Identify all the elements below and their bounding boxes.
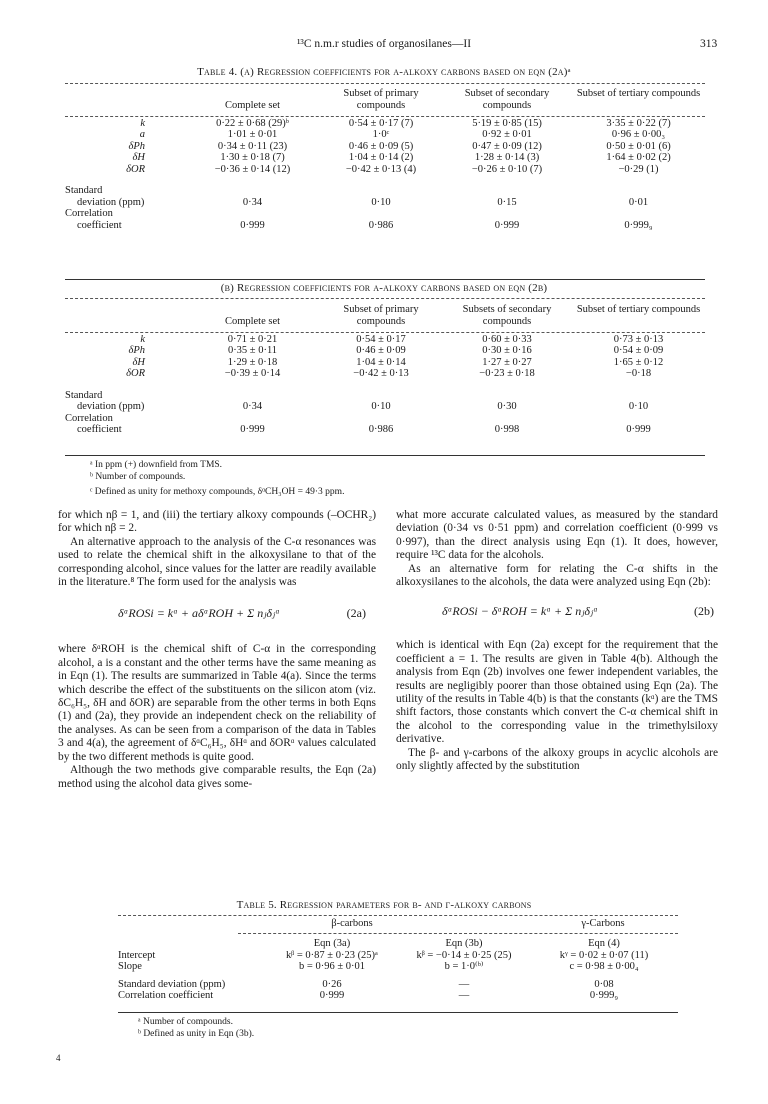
table4b-stat-cell: 0·999 [240, 424, 265, 435]
table4a-stat-row [65, 208, 705, 220]
running-title: ¹³C n.m.r studies of organosilanes—II [296, 38, 472, 50]
right-paragraph-3: which is identical with Eqn (2a) except for the requirement that the coefficient a = 1. The results are given in Table 4(b). Although the analysis from Eqn (2b) involves one fewer independent variables, the results are negligibly poorer than those obtained using Eqn (2a). The utility of the results in Table 4(b) is that the constants (kᵅ) are the TMS shift factors, those constants which convert the C-α chemical shift in the alcohol to the corresponding value in the trimethylsiloxy derivative. [396, 639, 718, 746]
table4b-stat-values [65, 401, 705, 413]
table4a-stat-sublabel: coefficient [77, 219, 122, 231]
table5-row-label: Slope [118, 961, 142, 972]
table4b-cell: 0·60 ± 0·33 [482, 333, 532, 345]
table4a-stat-row [65, 185, 705, 197]
table4b-col-4: Subset of tertiary compounds [576, 304, 701, 315]
table4a-col-4: Subset of tertiary compounds [576, 88, 701, 99]
page-mark: 4 [56, 1053, 61, 1063]
table4b-header-row [65, 304, 705, 328]
table4a-stat-cell: 0·34 [242, 196, 263, 208]
table4a-stat-label: Standard [65, 185, 103, 196]
table4b-stat-cell: 0·10 [628, 401, 649, 412]
right-column [396, 509, 718, 774]
table4a-stat-cell: 0·15 [497, 196, 517, 208]
table5-row [118, 961, 678, 976]
table4a-row [65, 152, 705, 164]
left-column [58, 509, 376, 791]
table5-footnote-b: ᵇ Defined as unity in Eqn (3b). [138, 1029, 255, 1039]
table5-cell: — [458, 990, 470, 1001]
table5-bottom-rule [118, 1012, 678, 1013]
table4a-cell: 0·96 ± 0·00₃ [611, 129, 666, 140]
table4a-header-row [65, 88, 705, 112]
table4a-cell: −0·42 ± 0·13 (4) [345, 163, 417, 175]
table5-eq-3b: Eqn (3b) [445, 938, 483, 949]
table4a-cell: 1·04 ± 0·14 (2) [348, 152, 414, 163]
table4a-stat-cell: 0·01 [628, 196, 649, 208]
table4b-cell: 0·73 ± 0·13 [613, 333, 664, 345]
table4a-cell: 3·35 ± 0·22 (7) [606, 117, 671, 129]
table5-caption: Table 5. Regression parameters for β- and γ-alkoxy carbons [236, 899, 532, 911]
table4b-row [65, 368, 705, 380]
table4b-stat-cell: 0·34 [242, 401, 263, 412]
table4b-cell: 1·27 ± 0·27 [482, 356, 532, 368]
table4a-row-label: a [139, 129, 145, 140]
table4a-stat-cell: 0·999 [240, 219, 265, 231]
table4b-stat-sublabel: deviation (ppm) [77, 401, 145, 412]
table4b-bottom-rule [65, 455, 705, 456]
table4a-cell: 0·46 ± 0·09 (5) [348, 140, 414, 152]
table4b-col-2: Subset of primary compounds [343, 304, 419, 327]
table4a-cell: −0·36 ± 0·14 (12) [214, 163, 291, 175]
table5-cell: 0·999₉ [589, 990, 619, 1001]
table4b-cell: 0·54 ± 0·17 [356, 333, 406, 345]
left-paragraph-1: for which nβ = 1, and (iii) the tertiary alkoxy compounds (–OCHR₂) for which nβ = 2. [58, 509, 376, 535]
table5-row-label: Correlation coefficient [118, 990, 214, 1001]
left-paragraph-4: Although the two methods give comparable results, the Eqn (2a) method using the alcohol data gives some- [58, 764, 376, 790]
table4a-stat-values [65, 220, 705, 232]
table4b-stat-cell: 0·998 [494, 424, 520, 435]
table4b-cell: 0·46 ± 0·09 [356, 345, 406, 356]
table4b-cell: 0·35 ± 0·11 [227, 345, 278, 356]
equation-2b-block [396, 589, 718, 639]
table4b-cell: 0·71 ± 0·21 [227, 333, 278, 345]
table4a-row-label: k [140, 117, 145, 129]
table4a-col-2: Subset of primary compounds [343, 88, 419, 111]
table4a-col-0 [65, 88, 185, 112]
table4a-stat-values [65, 197, 705, 209]
table4b-row-label: δH [132, 356, 145, 368]
table4a-stat-cell: 0·10 [371, 196, 391, 208]
table4-footnote-b: ᵇ Number of compounds. [90, 472, 186, 482]
table4a-cell: 0·47 ± 0·09 (12) [472, 140, 542, 152]
table5-group-gamma: γ-Carbons [581, 918, 625, 929]
table5-row [118, 976, 678, 991]
table4b-cell: −0·39 ± 0·14 [224, 368, 281, 379]
table5-cell: b = 0·96 ± 0·01 [299, 961, 365, 972]
table4b-row [65, 345, 705, 357]
left-paragraph-3: where δᵅROH is the chemical shift of C-α in the corresponding alcohol, a is a constant and the other terms have the same meaning as in Eqn (1). The results are summarized in Table 4(a). Since the terms which describe the effect of the substituents on the silicon atom (viz. δC₆H₅, δH and δOR) are separable from the other terms in both Eqns (1) and (2a), they provide an independent check on the reliability of the analyses. As can be seen from a comparison of the data in Tables 3 and 4(a), the agreement of δᵅC₆H₅, δHᵅ and δORᵅ values calculated by the two different methods is quite good. [58, 643, 376, 763]
table4b-row-label: k [140, 333, 145, 345]
table4b-stat-cell: 0·999 [626, 424, 651, 435]
table5-cell: b = 1·0⁽ᵇ⁾ [444, 961, 484, 972]
right-paragraph-2: As an alternative form for relating the C-α shifts in the alkoxysilanes to the alcohols, the data were analyzed using Eqn (2b): [396, 562, 718, 589]
table4a-cell: 0·50 ± 0·01 (6) [606, 140, 671, 152]
table5-row [118, 990, 678, 1002]
table4a-cell: 0·54 ± 0·17 (7) [348, 117, 414, 129]
table4-footnote-c: ᶜ Defined as unity for methoxy compounds, δᵅCH₃OH = 49·3 ppm. [90, 487, 345, 497]
table5-cell: kᵝ = −0·14 ± 0·25 (25) [416, 949, 512, 961]
equation-2a-block [58, 589, 376, 643]
table5-cell: 0·26 [322, 978, 342, 990]
table4a-stat-sublabel: deviation (ppm) [77, 196, 145, 208]
table4b-cell: −0·42 ± 0·13 [353, 368, 409, 379]
table4a-stat-label: Correlation [65, 208, 113, 219]
table4a-row [65, 164, 705, 176]
table4a-cell: 1·30 ± 0·18 (7) [220, 152, 285, 163]
table4a-cell: 5·19 ± 0·85 (15) [472, 117, 542, 129]
table4b-row [65, 334, 705, 346]
table4b-cell: 1·04 ± 0·14 [356, 356, 406, 368]
table4b-cell: 0·54 ± 0·09 [613, 345, 664, 356]
table5-cell: 0·08 [594, 978, 614, 990]
table5-top-rule [118, 915, 678, 916]
table4b-col-1: Complete set [224, 316, 281, 327]
table5-row-label: Standard deviation (ppm) [118, 978, 226, 990]
table4-footnotes [90, 459, 690, 498]
table4b-col-3: Subsets of secondary compounds [462, 304, 552, 327]
table4a-cell: −0·29 (1) [618, 163, 659, 175]
right-paragraph-1: what more accurate calculated values, as measured by the standard deviation (0·34 vs 0·51 ppm) and correlation coefficient (0·999 vs 0·997), than the direct analysis using Eqn (1). It does, however, require ¹³C data for the alcohols. [396, 509, 718, 562]
table4a-cell: 1·0ᶜ [372, 129, 390, 140]
table5-group-beta: β-carbons [331, 918, 373, 929]
table4a-cell: 0·92 ± 0·01 [482, 129, 532, 140]
table4a-cell: −0·26 ± 0·10 (7) [471, 163, 543, 175]
table4a-caption: Table 4. (a) Regression coefficients for α-alkoxy carbons based on eqn (2a)ᵃ [197, 66, 571, 78]
table5 [118, 938, 678, 1002]
table5-cell: c = 0·98 ± 0·00₄ [569, 961, 639, 972]
table4a-row-label: δH [132, 152, 145, 163]
table4b-stat-sublabel: coefficient [77, 424, 122, 435]
table5-cell: — [458, 978, 470, 990]
table4a-bottom-rule [65, 279, 705, 280]
table4a-stat-cell: 0·999 [494, 219, 520, 231]
table4b [65, 304, 705, 436]
table5-cell: kᵝ = 0·87 ± 0·23 (25)ᵃ [286, 949, 378, 961]
table4a [65, 88, 705, 231]
equation-2b: δᵅROSi − δᵅROH = kᵅ + Σ nⱼδⱼᵅ [442, 604, 598, 619]
table5-footnote-a: ᵃ Number of compounds. [138, 1017, 233, 1027]
table4b-stat-row [65, 390, 705, 402]
page-number: 313 [700, 38, 718, 50]
equation-2a: δᵅROSi = kᵅ + aδᵅROH + Σ nⱼδⱼᵅ [118, 606, 280, 621]
table4b-stat-label: Correlation [65, 412, 113, 424]
table4b-stat-label: Standard [65, 389, 103, 401]
table4a-col-3: Subset of secondary compounds [464, 88, 550, 111]
table4a-row [65, 118, 705, 130]
table4b-cell: −0·23 ± 0·18 [479, 368, 535, 379]
table4a-row-label: δOR [126, 163, 145, 175]
table4b-col-0 [65, 304, 185, 328]
table4a-stat-cell: 0·986 [368, 219, 394, 231]
table4a-row [65, 129, 705, 141]
table4b-row [65, 357, 705, 369]
table4a-col-1: Complete set [224, 100, 281, 111]
table5-footnotes [138, 1016, 538, 1040]
table5-cell: kᵞ = 0·02 ± 0·07 (11) [559, 949, 649, 961]
table4b-row-label: δPh [128, 345, 145, 356]
table4b-stat-row [65, 413, 705, 425]
table4b-cell: 1·65 ± 0·12 [613, 356, 664, 368]
table4a-row [65, 141, 705, 153]
table5-row-label: Intercept [118, 949, 156, 961]
table4b-cell: −0·18 [625, 368, 652, 379]
equation-2b-number: (2b) [694, 604, 714, 619]
table4b-stat-cell: 0·986 [368, 424, 394, 435]
table5-eq-3a: Eqn (3a) [313, 938, 351, 949]
table4a-cell: 0·34 ± 0·11 (23) [217, 140, 288, 152]
table4b-caption: (b) Regression coefficients for α-alkoxy carbons based on eqn (2b) [220, 282, 548, 294]
table4a-cell: 0·22 ± 0·68 (29)ᵇ [216, 117, 289, 129]
table4-footnote-a: ᵃ In ppm (+) downfield from TMS. [90, 460, 223, 470]
table4b-stat-values [65, 424, 705, 436]
table5-row [118, 950, 678, 962]
table4b-cell: 1·29 ± 0·18 [227, 356, 278, 368]
table4a-cell: 1·28 ± 0·14 (3) [474, 152, 540, 163]
table5-group-rule [238, 933, 678, 934]
table4b-row-label: δOR [126, 368, 145, 379]
table4a-cell: 1·01 ± 0·01 [227, 129, 278, 140]
table4b-stat-cell: 0·10 [371, 401, 391, 412]
left-paragraph-2: An alternative approach to the analysis of the C-α resonances was used to relate the chemical shift in the alkoxysilane to that of the corresponding alcohol, since values for the latter are readily available in the literature.⁸ The form used for the analysis was [58, 535, 376, 589]
table4a-row-label: δPh [128, 140, 145, 152]
table4b-cell: 0·30 ± 0·16 [482, 345, 532, 356]
equation-2a-number: (2a) [346, 606, 366, 621]
table4a-top-rule [65, 83, 705, 84]
table4b-stat-cell: 0·30 [497, 401, 517, 412]
table4b-top-rule [65, 298, 705, 299]
table5-eq-4: Eqn (4) [588, 938, 620, 949]
table5-eq-header-row [118, 938, 678, 950]
right-paragraph-4: The β- and γ-carbons of the alkoxy groups in acyclic alcohols are only slightly affected by the substitution [396, 746, 718, 773]
table5-cell: 0·999 [319, 990, 345, 1001]
table4a-stat-cell: 0·999₉ [624, 219, 653, 231]
table4a-cell: 1·64 ± 0·02 (2) [606, 152, 671, 163]
